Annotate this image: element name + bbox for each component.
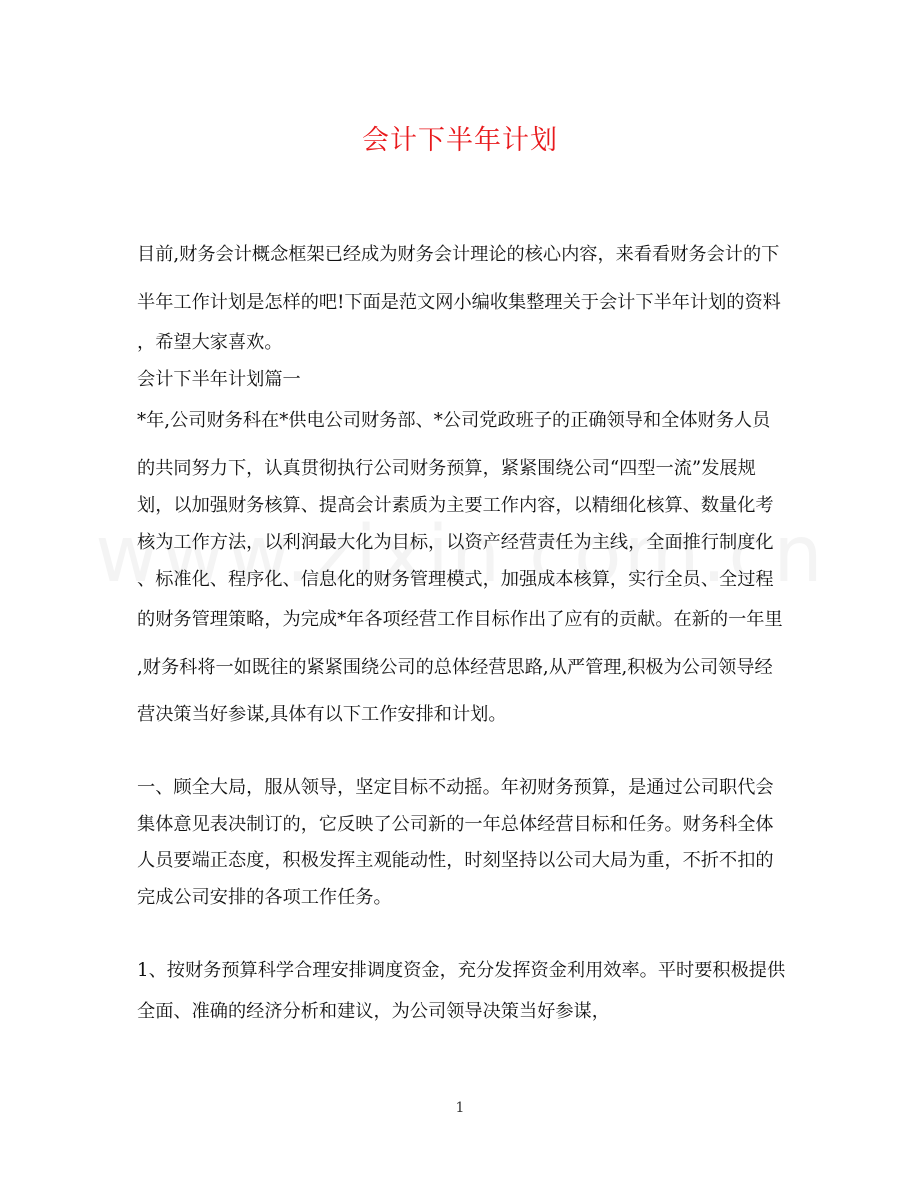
paragraph-line: 的共同努力下，认真贯彻执行公司财务预算，紧紧围绕公司“四型一流”发展规 — [137, 458, 756, 479]
paragraph-line: 、标准化、程序化、信息化的财务管理模式，加强成本核算，实行全员、全过程 — [137, 569, 774, 590]
paragraph-line: 1、按财务预算科学合理安排调度资金，充分发挥资金利用效率。平时要积极提供 — [137, 960, 786, 981]
document-title: 会计下半年计划 — [362, 125, 558, 156]
paragraph-line: 一、顾全大局，服从领导，坚定目标不动摇。年初财务预算，是通过公司职代会 — [137, 777, 774, 798]
paragraph-line: 完成公司安排的各项工作任务。 — [137, 887, 392, 908]
page-number: 1 — [455, 1100, 465, 1116]
paragraph-line: 人员要端正态度，积极发挥主观能动性，时刻坚持以公司大局为重，不折不扣的 — [137, 850, 774, 871]
intro-line: 目前,财务会计概念框架已经成为财务会计理论的核心内容，来看看财务会计的下 — [137, 244, 780, 265]
intro-line: 半年工作计划是怎样的吧!下面是范文网小编收集整理关于会计下半年计划的资料 — [137, 292, 781, 313]
paragraph-line: 核为工作方法，以利润最大化为目标，以资产经营责任为主线，全面推行制度化 — [137, 532, 774, 553]
intro-line: ，希望大家喜欢。 — [137, 332, 283, 353]
section-heading: 会计下半年计划篇一 — [137, 369, 301, 390]
paragraph-line: 的财务管理策略，为完成*年各项经营工作目标作出了应有的贡献。在新的一年里 — [137, 609, 783, 630]
paragraph-line: *年,公司财务科在*供电公司财务部、*公司党政班子的正确领导和全体财务人员 — [137, 410, 771, 431]
paragraph-line: 集体意见表决制订的，它反映了公司新的一年总体经营目标和任务。财务科全体 — [137, 814, 774, 835]
paragraph-line: 划，以加强财务核算、提高会计素质为主要工作内容，以精细化核算、数量化考 — [137, 495, 774, 516]
paragraph-line: ,财务科将一如既往的紧紧围绕公司的总体经营思路,从严管理,积极为公司领导经 — [137, 657, 773, 678]
paragraph-line: 营决策当好参谋,具体有以下工作安排和计划。 — [137, 704, 507, 725]
paragraph-line: 全面、准确的经济分析和建议，为公司领导决策当好参谋， — [137, 1001, 610, 1022]
